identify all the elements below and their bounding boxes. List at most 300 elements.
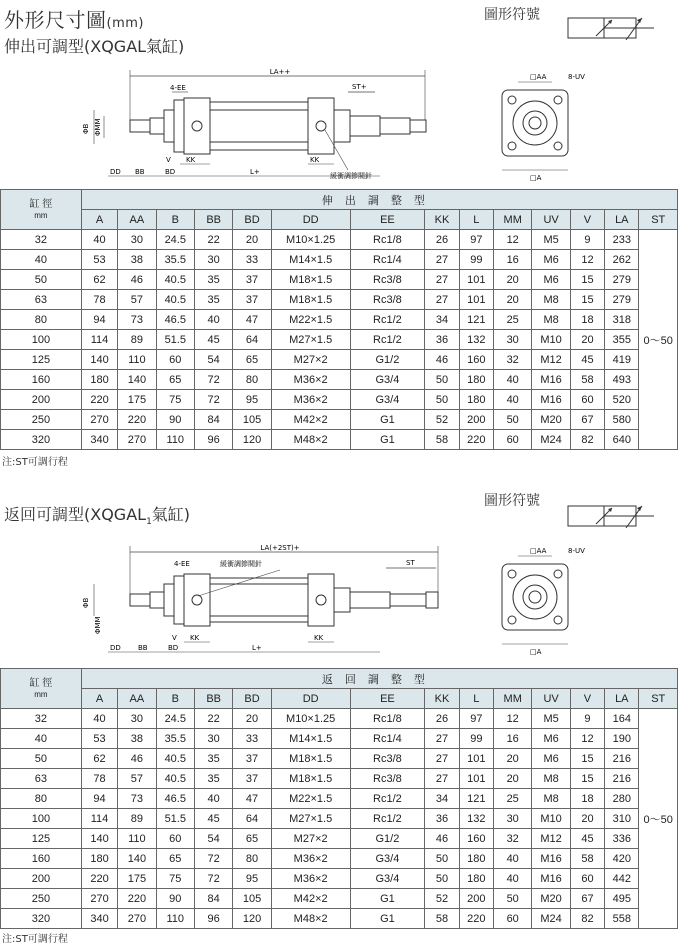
table-cell: 35.5 xyxy=(156,250,194,270)
table-cell: 27 xyxy=(425,729,459,749)
table-cell: M12 xyxy=(532,829,570,849)
bore-cell: 50 xyxy=(1,749,82,769)
table-row xyxy=(1,230,678,250)
table-cell: M10 xyxy=(532,809,570,829)
table-cell: 95 xyxy=(233,869,271,889)
table-cell: M8 xyxy=(532,310,570,330)
table-cell: 53 xyxy=(81,250,117,270)
table-cell: 279 xyxy=(605,290,639,310)
table-cell: M18×1.5 xyxy=(271,270,350,290)
table-cell: 640 xyxy=(605,430,639,450)
table-cell: M27×2 xyxy=(271,829,350,849)
table-cell: 38 xyxy=(118,729,156,749)
table-cell: 27 xyxy=(425,290,459,310)
dim-l: L+ xyxy=(250,168,260,176)
table-cell: 27 xyxy=(425,769,459,789)
table-cell: 58 xyxy=(425,909,459,929)
table-row xyxy=(1,250,678,270)
table-cell: 220 xyxy=(81,390,117,410)
column-header: B xyxy=(156,210,194,230)
column-header: AA xyxy=(118,210,156,230)
table-cell: 140 xyxy=(81,350,117,370)
table-row xyxy=(1,330,678,350)
table-cell: 220 xyxy=(81,869,117,889)
table-cell: 35 xyxy=(194,769,232,789)
table-cell: 419 xyxy=(605,350,639,370)
table-cell: 336 xyxy=(605,829,639,849)
bore-cell: 125 xyxy=(1,829,82,849)
table-cell: 216 xyxy=(605,769,639,789)
table-cell: M12 xyxy=(532,350,570,370)
table-row xyxy=(1,310,678,330)
table-cell: 580 xyxy=(605,410,639,430)
column-header: L xyxy=(459,689,493,709)
table-cell: 180 xyxy=(459,390,493,410)
table-cell: 101 xyxy=(459,270,493,290)
bore-cell: 160 xyxy=(1,370,82,390)
front-view-drawing-2 xyxy=(496,544,596,656)
table-cell: 120 xyxy=(233,909,271,929)
table-cell: 35 xyxy=(194,290,232,310)
bore-cell: 80 xyxy=(1,310,82,330)
bore-cell: 320 xyxy=(1,909,82,929)
table-cell: 65 xyxy=(156,370,194,390)
table-cell: 20 xyxy=(494,290,532,310)
section2-subtitle: 返回可調型($XQGAL_1$氣缸) xyxy=(4,505,191,528)
table-cell: 22 xyxy=(194,709,232,729)
dim-kk-left-2: KK xyxy=(190,634,200,642)
table-cell: 96 xyxy=(194,909,232,929)
table-cell: Rc1/8 xyxy=(350,230,425,250)
table-cell: 12 xyxy=(570,729,604,749)
table-cell: 220 xyxy=(459,430,493,450)
table-cell: 20 xyxy=(570,330,604,350)
column-header: BD xyxy=(233,689,271,709)
table-cell: 50 xyxy=(494,889,532,909)
table-cell: 180 xyxy=(459,849,493,869)
table-cell: 558 xyxy=(605,909,639,929)
table-cell: 82 xyxy=(570,430,604,450)
table-cell: Rc1/8 xyxy=(350,709,425,729)
table-cell: 99 xyxy=(459,729,493,749)
table-cell: M16 xyxy=(532,390,570,410)
table-cell: M27×2 xyxy=(271,350,350,370)
table-cell: 220 xyxy=(118,410,156,430)
table-cell: 64 xyxy=(233,809,271,829)
table-cell: M6 xyxy=(532,270,570,290)
table-cell: 60 xyxy=(570,390,604,410)
bore-cell: 200 xyxy=(1,390,82,410)
table-cell: 50 xyxy=(425,390,459,410)
table-cell: M6 xyxy=(532,749,570,769)
table-cell: M16 xyxy=(532,849,570,869)
table-cell: 140 xyxy=(81,829,117,849)
table-cell: 200 xyxy=(459,410,493,430)
bore-cell: 40 xyxy=(1,250,82,270)
table-cell: 30 xyxy=(494,330,532,350)
table-cell: 40.5 xyxy=(156,270,194,290)
table-cell: 101 xyxy=(459,769,493,789)
table-cell: M14×1.5 xyxy=(271,729,350,749)
section1-subtitle: 伸出可調型(XQGAL氣缸) xyxy=(4,37,185,56)
table-cell: 105 xyxy=(233,410,271,430)
table-cell: 114 xyxy=(81,809,117,829)
table-cell: 20 xyxy=(233,230,271,250)
dim-bd: BD xyxy=(165,168,176,176)
table-cell: 75 xyxy=(156,390,194,410)
table-cell: 318 xyxy=(605,310,639,330)
table-cell: 99 xyxy=(459,250,493,270)
column-header: EE xyxy=(350,689,425,709)
table-cell: G3/4 xyxy=(350,849,425,869)
column-header: DD xyxy=(271,210,350,230)
dim-mm: ΦMM xyxy=(94,118,102,136)
table-cell: 58 xyxy=(570,849,604,869)
dim-uv-2: 8-UV xyxy=(568,547,585,555)
table-cell: Rc3/8 xyxy=(350,290,425,310)
table-cell: 89 xyxy=(118,809,156,829)
dim-a: □A xyxy=(530,174,542,182)
table-cell: 270 xyxy=(81,889,117,909)
table-cell: 114 xyxy=(81,330,117,350)
table-cell: 27 xyxy=(425,270,459,290)
table-cell: 72 xyxy=(194,869,232,889)
column-header: MM xyxy=(494,210,532,230)
column-header: BB xyxy=(194,210,232,230)
dim-a-2: □A xyxy=(530,648,542,656)
bore-cell: 80 xyxy=(1,789,82,809)
dim-mm-2: ΦMM xyxy=(94,616,102,634)
table-cell: 279 xyxy=(605,270,639,290)
column-header-row xyxy=(1,210,678,230)
table-cell: 27 xyxy=(425,250,459,270)
table-cell: G3/4 xyxy=(350,869,425,889)
table-cell: M18×1.5 xyxy=(271,749,350,769)
page-title: 外形尺寸圖(mm) xyxy=(4,8,144,32)
column-header: ST xyxy=(639,210,678,230)
dim-st: ST+ xyxy=(352,83,367,91)
table-cell: 46 xyxy=(425,350,459,370)
table-cell: 310 xyxy=(605,809,639,829)
side-view-drawing-2 xyxy=(80,540,460,660)
table-cell: M48×2 xyxy=(271,909,350,929)
table-cell: 280 xyxy=(605,789,639,809)
table-cell: 20 xyxy=(494,769,532,789)
table-cell: 20 xyxy=(494,270,532,290)
table-cell: G1 xyxy=(350,430,425,450)
side-view-drawing-1 xyxy=(80,64,440,186)
column-header: ST xyxy=(639,689,678,709)
table-cell: Rc1/2 xyxy=(350,789,425,809)
table-cell: 40.5 xyxy=(156,749,194,769)
table-cell: 40 xyxy=(81,230,117,250)
table-cell: 420 xyxy=(605,849,639,869)
table-cell: 26 xyxy=(425,709,459,729)
table-cell: 180 xyxy=(81,849,117,869)
column-header: B xyxy=(156,689,194,709)
bore-cell: 63 xyxy=(1,769,82,789)
column-header: MM xyxy=(494,689,532,709)
table-cell: M36×2 xyxy=(271,370,350,390)
table-cell: 45 xyxy=(570,350,604,370)
column-header: UV xyxy=(532,210,570,230)
dimension-table-2 xyxy=(0,668,678,929)
table-cell: 50 xyxy=(425,370,459,390)
table-cell: 84 xyxy=(194,889,232,909)
note-1: 注:ST可調行程 xyxy=(2,457,68,468)
table-cell: 40 xyxy=(494,370,532,390)
table-cell: 9 xyxy=(570,709,604,729)
table-cell: 33 xyxy=(233,729,271,749)
table-cell: 60 xyxy=(156,829,194,849)
table-cell: 40 xyxy=(494,869,532,889)
table-cell: M10×1.25 xyxy=(271,709,350,729)
table-cell: 90 xyxy=(156,889,194,909)
table-cell: 270 xyxy=(81,410,117,430)
table-cell: 72 xyxy=(194,370,232,390)
table-cell: 220 xyxy=(459,909,493,929)
table-cell: M8 xyxy=(532,290,570,310)
bore-cell: 40 xyxy=(1,729,82,749)
table-row xyxy=(1,410,678,430)
table-cell: 62 xyxy=(81,270,117,290)
table-cell: 175 xyxy=(118,390,156,410)
dim-aa-2: □AA xyxy=(530,547,547,555)
table-cell: M36×2 xyxy=(271,390,350,410)
table-cell: 45 xyxy=(194,809,232,829)
table-cell: M16 xyxy=(532,370,570,390)
table-cell: 52 xyxy=(425,410,459,430)
table-cell: M42×2 xyxy=(271,889,350,909)
table-row xyxy=(1,350,678,370)
dim-kk-right: KK xyxy=(310,156,320,164)
table-cell: M20 xyxy=(532,889,570,909)
dim-bd-2: BD xyxy=(168,644,179,652)
bore-cell: 250 xyxy=(1,889,82,909)
table-cell: 35 xyxy=(194,270,232,290)
table-cell: 164 xyxy=(605,709,639,729)
table-cell: 35.5 xyxy=(156,729,194,749)
table-cell: M27×1.5 xyxy=(271,330,350,350)
table-cell: 200 xyxy=(459,889,493,909)
table-cell: M10 xyxy=(532,330,570,350)
table-row xyxy=(1,829,678,849)
table-cell: 520 xyxy=(605,390,639,410)
column-header: BD xyxy=(233,210,271,230)
table-cell: 47 xyxy=(233,310,271,330)
bore-cell: 160 xyxy=(1,849,82,869)
table-cell: M22×1.5 xyxy=(271,310,350,330)
table-cell: 216 xyxy=(605,749,639,769)
dim-la: LA++ xyxy=(269,68,291,76)
table-cell: 105 xyxy=(233,889,271,909)
table-cell: 110 xyxy=(156,430,194,450)
table-cell: 16 xyxy=(494,250,532,270)
table-cell: 57 xyxy=(118,769,156,789)
column-header: A xyxy=(81,689,117,709)
table-cell: 34 xyxy=(425,789,459,809)
bore-cell: 63 xyxy=(1,290,82,310)
table-cell: 46.5 xyxy=(156,789,194,809)
st-cell: 0～50 xyxy=(639,230,678,450)
table-cell: M18×1.5 xyxy=(271,769,350,789)
table-cell: 53 xyxy=(81,729,117,749)
table-cell: 15 xyxy=(570,769,604,789)
dim-uv: 8-UV xyxy=(568,73,585,81)
table-cell: M24 xyxy=(532,909,570,929)
subtitle-subscript: 1 xyxy=(146,517,152,528)
table-cell: 89 xyxy=(118,330,156,350)
column-header: KK xyxy=(425,210,459,230)
table-cell: 67 xyxy=(570,410,604,430)
table-row xyxy=(1,370,678,390)
table-cell: 72 xyxy=(194,390,232,410)
table-cell: 36 xyxy=(425,809,459,829)
table-cell: 18 xyxy=(570,789,604,809)
table-cell: 101 xyxy=(459,749,493,769)
table-cell: 180 xyxy=(459,869,493,889)
table-cell: M10×1.25 xyxy=(271,230,350,250)
table-cell: 50 xyxy=(425,849,459,869)
table-cell: Rc3/8 xyxy=(350,769,425,789)
table-cell: 233 xyxy=(605,230,639,250)
cushion-needle-label-2: 緩衝調節閥針 xyxy=(220,560,262,568)
table-cell: Rc3/8 xyxy=(350,749,425,769)
table-cell: 9 xyxy=(570,230,604,250)
table-cell: 51.5 xyxy=(156,809,194,829)
table-cell: 30 xyxy=(194,250,232,270)
table-cell: M8 xyxy=(532,769,570,789)
table-cell: 34 xyxy=(425,310,459,330)
table-cell: 50 xyxy=(494,410,532,430)
table-cell: 15 xyxy=(570,749,604,769)
table-cell: 46 xyxy=(118,749,156,769)
table-cell: 54 xyxy=(194,829,232,849)
table-cell: 30 xyxy=(494,809,532,829)
dim-ee-2: 4-EE xyxy=(174,560,190,568)
table-body xyxy=(1,230,678,450)
table-cell: 47 xyxy=(233,789,271,809)
table-cell: 97 xyxy=(459,709,493,729)
table-cell: 262 xyxy=(605,250,639,270)
table-cell: 51.5 xyxy=(156,330,194,350)
table-cell: 94 xyxy=(81,789,117,809)
table-row xyxy=(1,390,678,410)
table-cell: 54 xyxy=(194,350,232,370)
table-cell: 160 xyxy=(459,829,493,849)
table-row xyxy=(1,769,678,789)
table-cell: 62 xyxy=(81,749,117,769)
table-cell: 25 xyxy=(494,789,532,809)
table-cell: 27 xyxy=(425,749,459,769)
table-cell: 101 xyxy=(459,290,493,310)
dim-kk-left: KK xyxy=(186,156,196,164)
table-cell: 15 xyxy=(570,290,604,310)
table-cell: 97 xyxy=(459,230,493,250)
table-cell: 22 xyxy=(194,230,232,250)
table-cell: 95 xyxy=(233,390,271,410)
table-cell: 94 xyxy=(81,310,117,330)
table-cell: Rc1/4 xyxy=(350,729,425,749)
table-cell: G1 xyxy=(350,889,425,909)
table-cell: 67 xyxy=(570,889,604,909)
table-cell: 20 xyxy=(233,709,271,729)
table-cell: 65 xyxy=(233,829,271,849)
table-cell: 45 xyxy=(570,829,604,849)
dim-ee: 4-EE xyxy=(170,84,186,92)
table-cell: M48×2 xyxy=(271,430,350,450)
column-header: UV xyxy=(532,689,570,709)
table-cell: 30 xyxy=(118,230,156,250)
table-cell: 12 xyxy=(570,250,604,270)
table-cell: M36×2 xyxy=(271,869,350,889)
dimension-table-1 xyxy=(0,189,678,450)
table-cell: 52 xyxy=(425,889,459,909)
table-cell: 37 xyxy=(233,270,271,290)
table-cell: Rc1/2 xyxy=(350,809,425,829)
bore-header-unit-2: mm xyxy=(34,689,48,699)
table-cell: 12 xyxy=(494,230,532,250)
table-cell: M5 xyxy=(532,709,570,729)
table-cell: 442 xyxy=(605,869,639,889)
column-header: V xyxy=(570,689,604,709)
table-row xyxy=(1,889,678,909)
table-cell: 18 xyxy=(570,310,604,330)
table-cell: 340 xyxy=(81,909,117,929)
table-cell: Rc3/8 xyxy=(350,270,425,290)
table-row xyxy=(1,789,678,809)
table-cell: 180 xyxy=(459,370,493,390)
cushion-needle-label: 緩衝調節閥針 xyxy=(330,172,372,180)
column-header: LA xyxy=(605,210,639,230)
table-cell: 495 xyxy=(605,889,639,909)
table-cell: 140 xyxy=(118,849,156,869)
table-cell: 57 xyxy=(118,290,156,310)
table-cell: 12 xyxy=(494,709,532,729)
table-cell: 220 xyxy=(118,889,156,909)
group-header-2: 返回調整型 xyxy=(81,669,677,689)
table-cell: 120 xyxy=(233,430,271,450)
dim-b-2: ΦB xyxy=(82,597,90,608)
table-row xyxy=(1,729,678,749)
table-cell: 493 xyxy=(605,370,639,390)
table-row xyxy=(1,290,678,310)
table-cell: 45 xyxy=(194,330,232,350)
table-cell: G1/2 xyxy=(350,350,425,370)
table-cell: 65 xyxy=(233,350,271,370)
table-cell: 180 xyxy=(81,370,117,390)
table-row xyxy=(1,809,678,829)
table-cell: 46 xyxy=(118,270,156,290)
dim-v: V xyxy=(166,156,171,164)
table-cell: 73 xyxy=(118,310,156,330)
table-cell: 25 xyxy=(494,310,532,330)
table-cell: 40 xyxy=(194,310,232,330)
table-cell: M6 xyxy=(532,729,570,749)
table-cell: 50 xyxy=(425,869,459,889)
table-cell: 60 xyxy=(156,350,194,370)
table-cell: G1 xyxy=(350,909,425,929)
table-cell: 15 xyxy=(570,270,604,290)
table-cell: 140 xyxy=(118,370,156,390)
table-cell: M20 xyxy=(532,410,570,430)
table-cell: 82 xyxy=(570,909,604,929)
bore-header xyxy=(1,190,82,230)
table-cell: 33 xyxy=(233,250,271,270)
table-cell: 355 xyxy=(605,330,639,350)
table-cell: 270 xyxy=(118,430,156,450)
table-cell: 110 xyxy=(118,350,156,370)
